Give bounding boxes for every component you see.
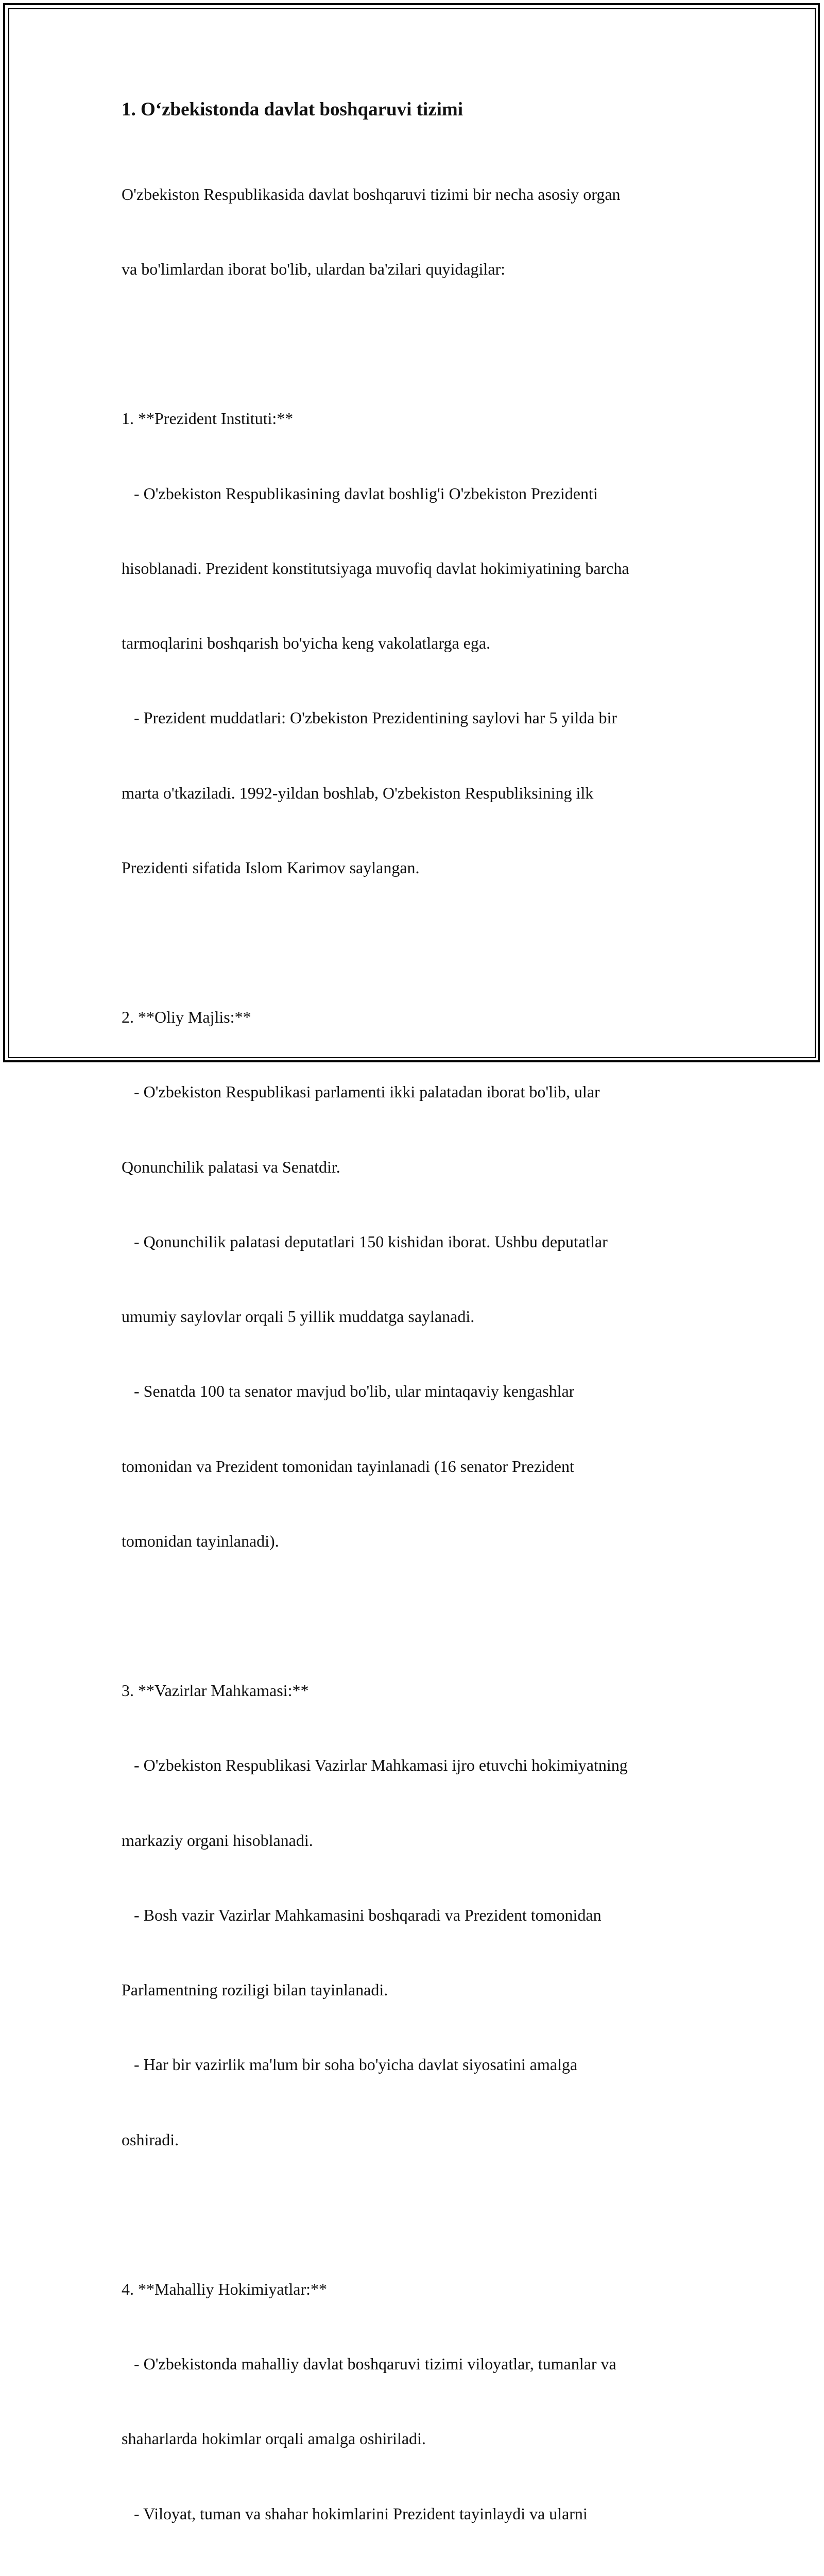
text-line: - O'zbekiston Respublikasi parlamenti ikki palatadan iborat bo'lib, ular [122, 1079, 714, 1104]
text-line: - Har bir vazirlik ma'lum bir soha bo'yicha davlat siyosatini amalga [122, 2052, 714, 2077]
text-line: shaharlarda hokimlar orqali amalga oshiriladi. [122, 2426, 714, 2451]
text-line [122, 1603, 714, 1628]
text-line [122, 331, 714, 356]
text-line: 4. **Mahalliy Hokimiyatlar:** [122, 2277, 714, 2301]
text-line: tarmoqlarini boshqarish bo'yicha keng vakolatlarga ega. [122, 631, 714, 655]
text-line: Qonunchilik palatasi va Senatdir. [122, 1155, 714, 1179]
text-line [122, 930, 714, 955]
text-line: - Viloyat, tuman va shahar hokimlarini Prezident tayinlaydi va ularni [122, 2501, 714, 2526]
text-line: Prezidenti sifatida Islom Karimov saylangan. [122, 855, 714, 880]
document-page [122, 96, 714, 2576]
text-line: - O'zbekiston Respublikasining davlat boshlig'i O'zbekiston Prezidenti [122, 481, 714, 506]
text-line: - Bosh vazir Vazirlar Mahkamasini boshqaradi va Prezident tomonidan [122, 1903, 714, 1927]
text-line: - O'zbekiston Respublikasi Vazirlar Mahkamasi ijro etuvchi hokimiyatning [122, 1753, 714, 1777]
text-line: marta o'tkaziladi. 1992-yildan boshlab, O'zbekiston Respubliksining ilk [122, 781, 714, 805]
text-line: umumiy saylovlar orqali 5 yillik muddatga saylanadi. [122, 1304, 714, 1329]
text-line: 3. **Vazirlar Mahkamasi:** [122, 1678, 714, 1703]
document-body [122, 132, 714, 2576]
text-line: O'zbekiston Respublikasida davlat boshqaruvi tizimi bir necha asosiy organ [122, 182, 714, 207]
text-line: - Qonunchilik palatasi deputatlari 150 kishidan iborat. Ushbu deputatlar [122, 1229, 714, 1254]
text-line: Parlamentning roziligi bilan tayinlanadi. [122, 1977, 714, 2002]
text-line: hisoblanadi. Prezident konstitutsiyaga muvofiq davlat hokimiyatining barcha [122, 556, 714, 581]
text-line: va bo'limlardan iborat bo'lib, ulardan ba'zilari quyidagilar: [122, 257, 714, 281]
text-line: - Prezident muddatlari: O'zbekiston Prezidentining saylovi har 5 yilda bir [122, 705, 714, 730]
text-line: - Senatda 100 ta senator mavjud bo'lib, ular mintaqaviy kengashlar [122, 1379, 714, 1403]
text-line: - O'zbekistonda mahalliy davlat boshqaruvi tizimi viloyatlar, tumanlar va [122, 2351, 714, 2376]
document-title: 1. Oʻzbekistonda davlat boshqaruvi tizimi [122, 96, 714, 124]
text-line: tomonidan tayinlanadi). [122, 1529, 714, 1553]
text-line [122, 2202, 714, 2227]
text-line: 2. **Oliy Majlis:** [122, 1005, 714, 1029]
text-line: tomonidan va Prezident tomonidan tayinlanadi (16 senator Prezident [122, 1454, 714, 1479]
text-line: markaziy organi hisoblanadi. [122, 1828, 714, 1853]
text-line: 1. **Prezident Instituti:** [122, 406, 714, 431]
text-line: oshiradi. [122, 2127, 714, 2152]
